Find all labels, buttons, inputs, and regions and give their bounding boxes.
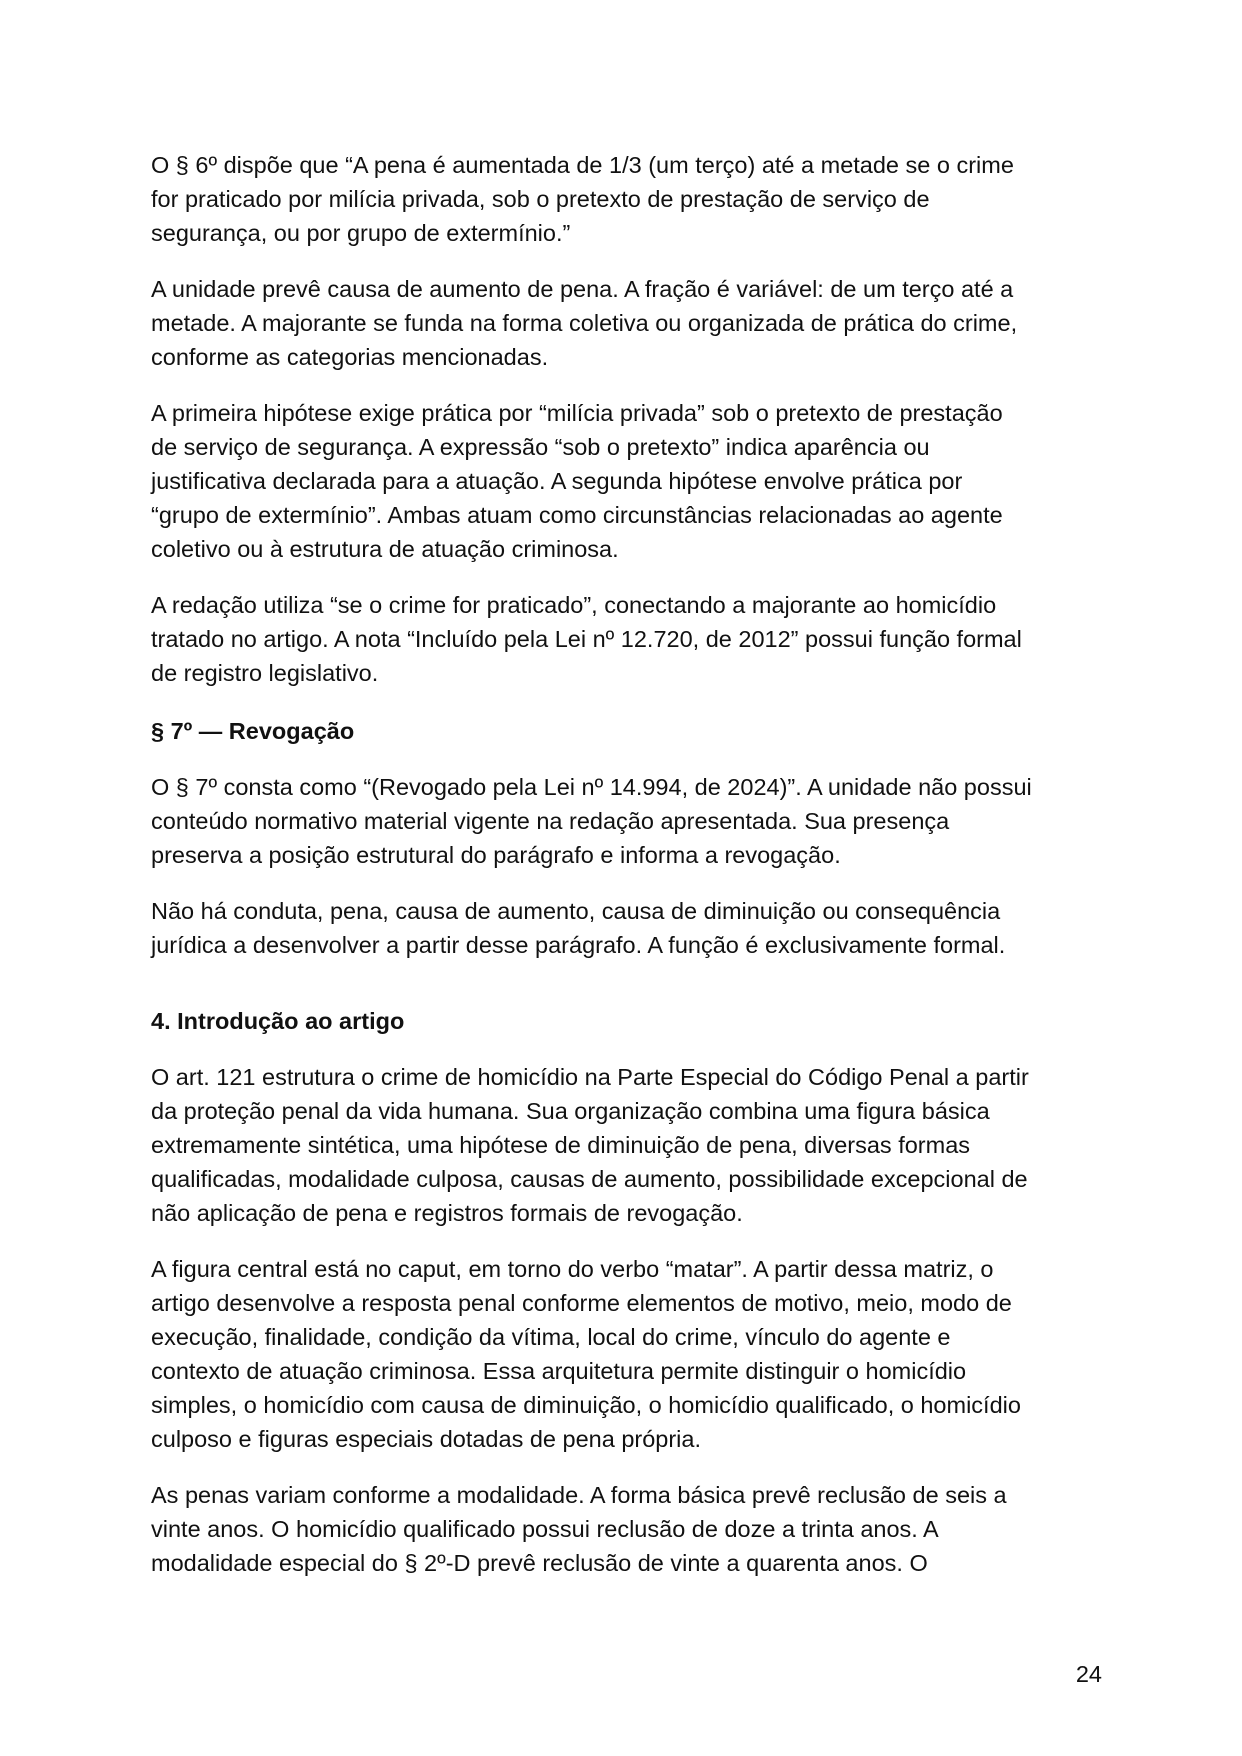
paragraph xyxy=(151,272,1096,374)
text-line: contexto de atuação criminosa. Essa arquitetura permite distinguir o homicídio xyxy=(151,1358,967,1384)
text-line: qualificadas, modalidade culposa, causas de aumento, possibilidade excepcional de xyxy=(151,1166,1028,1192)
text-line: simples, o homicídio com causa de diminuição, o homicídio qualificado, o homicídio xyxy=(151,1392,1021,1418)
paragraph xyxy=(151,1478,1096,1580)
text-line: não aplicação de pena e registros formais de revogação. xyxy=(151,1200,743,1226)
text-line: A unidade prevê causa de aumento de pena. A fração é variável: de um terço até a xyxy=(151,276,1014,302)
page-body xyxy=(151,148,1096,1602)
text-line: execução, finalidade, condição da vítima, local do crime, vínculo do agente e xyxy=(151,1324,951,1350)
text-line: segurança, ou por grupo de extermínio.” xyxy=(151,220,571,246)
introduction-commentary xyxy=(151,1060,1096,1580)
paragraph xyxy=(151,588,1096,690)
paragraph xyxy=(151,770,1096,872)
text-line: culposo e figuras especiais dotadas de pena própria. xyxy=(151,1426,702,1452)
text-line: Não há conduta, pena, causa de aumento, causa de diminuição ou consequência xyxy=(151,898,1001,924)
page-number: 24 xyxy=(1075,1661,1102,1687)
text-line: metade. A majorante se funda na forma coletiva ou organizada de prática do crime, xyxy=(151,310,1018,336)
paragraph xyxy=(151,1252,1096,1456)
text-line: artigo desenvolve a resposta penal conforme elementos de motivo, meio, modo de xyxy=(151,1290,1012,1316)
text-line: coletivo ou à estrutura de atuação criminosa. xyxy=(151,536,619,562)
text-line: da proteção penal da vida humana. Sua organização combina uma figura básica xyxy=(151,1098,990,1124)
text-line: justificativa declarada para a atuação. A segunda hipótese envolve prática por xyxy=(151,468,963,494)
text-line: A figura central está no caput, em torno do verbo “matar”. A partir dessa matriz, o xyxy=(151,1256,994,1282)
text-line: O § 6º dispõe que “A pena é aumentada de 1/3 (um terço) até a metade se o crime xyxy=(151,152,1014,178)
text-line: for praticado por milícia privada, sob o pretexto de prestação de serviço de xyxy=(151,186,930,212)
section-heading-introduction: 4. Introdução ao artigo xyxy=(151,1008,405,1034)
section-heading-paragraph-7: § 7º — Revogação xyxy=(151,718,355,744)
paragraph xyxy=(151,148,1096,250)
text-line: modalidade especial do § 2º-D prevê reclusão de vinte a quarenta anos. O xyxy=(151,1550,928,1576)
text-line: conteúdo normativo material vigente na redação apresentada. Sua presença xyxy=(151,808,950,834)
text-line: “grupo de extermínio”. Ambas atuam como circunstâncias relacionadas ao agente xyxy=(151,502,1003,528)
text-line: O § 7º consta como “(Revogado pela Lei nº 14.994, de 2024)”. A unidade não possui xyxy=(151,774,1032,800)
text-line: O art. 121 estrutura o crime de homicídio na Parte Especial do Código Penal a partir xyxy=(151,1064,1029,1090)
section-6-commentary xyxy=(151,148,1096,690)
text-line: vinte anos. O homicídio qualificado possui reclusão de doze a trinta anos. A xyxy=(151,1516,939,1542)
text-line: preserva a posição estrutural do parágrafo e informa a revogação. xyxy=(151,842,841,868)
text-line: As penas variam conforme a modalidade. A forma básica prevê reclusão de seis a xyxy=(151,1482,1007,1508)
text-line: A redação utiliza “se o crime for praticado”, conectando a majorante ao homicídio xyxy=(151,592,997,618)
text-line: A primeira hipótese exige prática por “milícia privada” sob o pretexto de prestação xyxy=(151,400,1003,426)
paragraph xyxy=(151,894,1096,962)
text-line: extremamente sintética, uma hipótese de diminuição de pena, diversas formas xyxy=(151,1132,971,1158)
paragraph xyxy=(151,1060,1096,1230)
text-line: tratado no artigo. A nota “Incluído pela Lei nº 12.720, de 2012” possui função formal xyxy=(151,626,1022,652)
text-line: jurídica a desenvolver a partir desse parágrafo. A função é exclusivamente formal. xyxy=(151,932,1006,958)
text-line: de serviço de segurança. A expressão “sob o pretexto” indica aparência ou xyxy=(151,434,930,460)
section-7-commentary xyxy=(151,770,1096,962)
text-line: de registro legislativo. xyxy=(151,660,379,686)
paragraph xyxy=(151,396,1096,566)
text-line: conforme as categorias mencionadas. xyxy=(151,344,549,370)
